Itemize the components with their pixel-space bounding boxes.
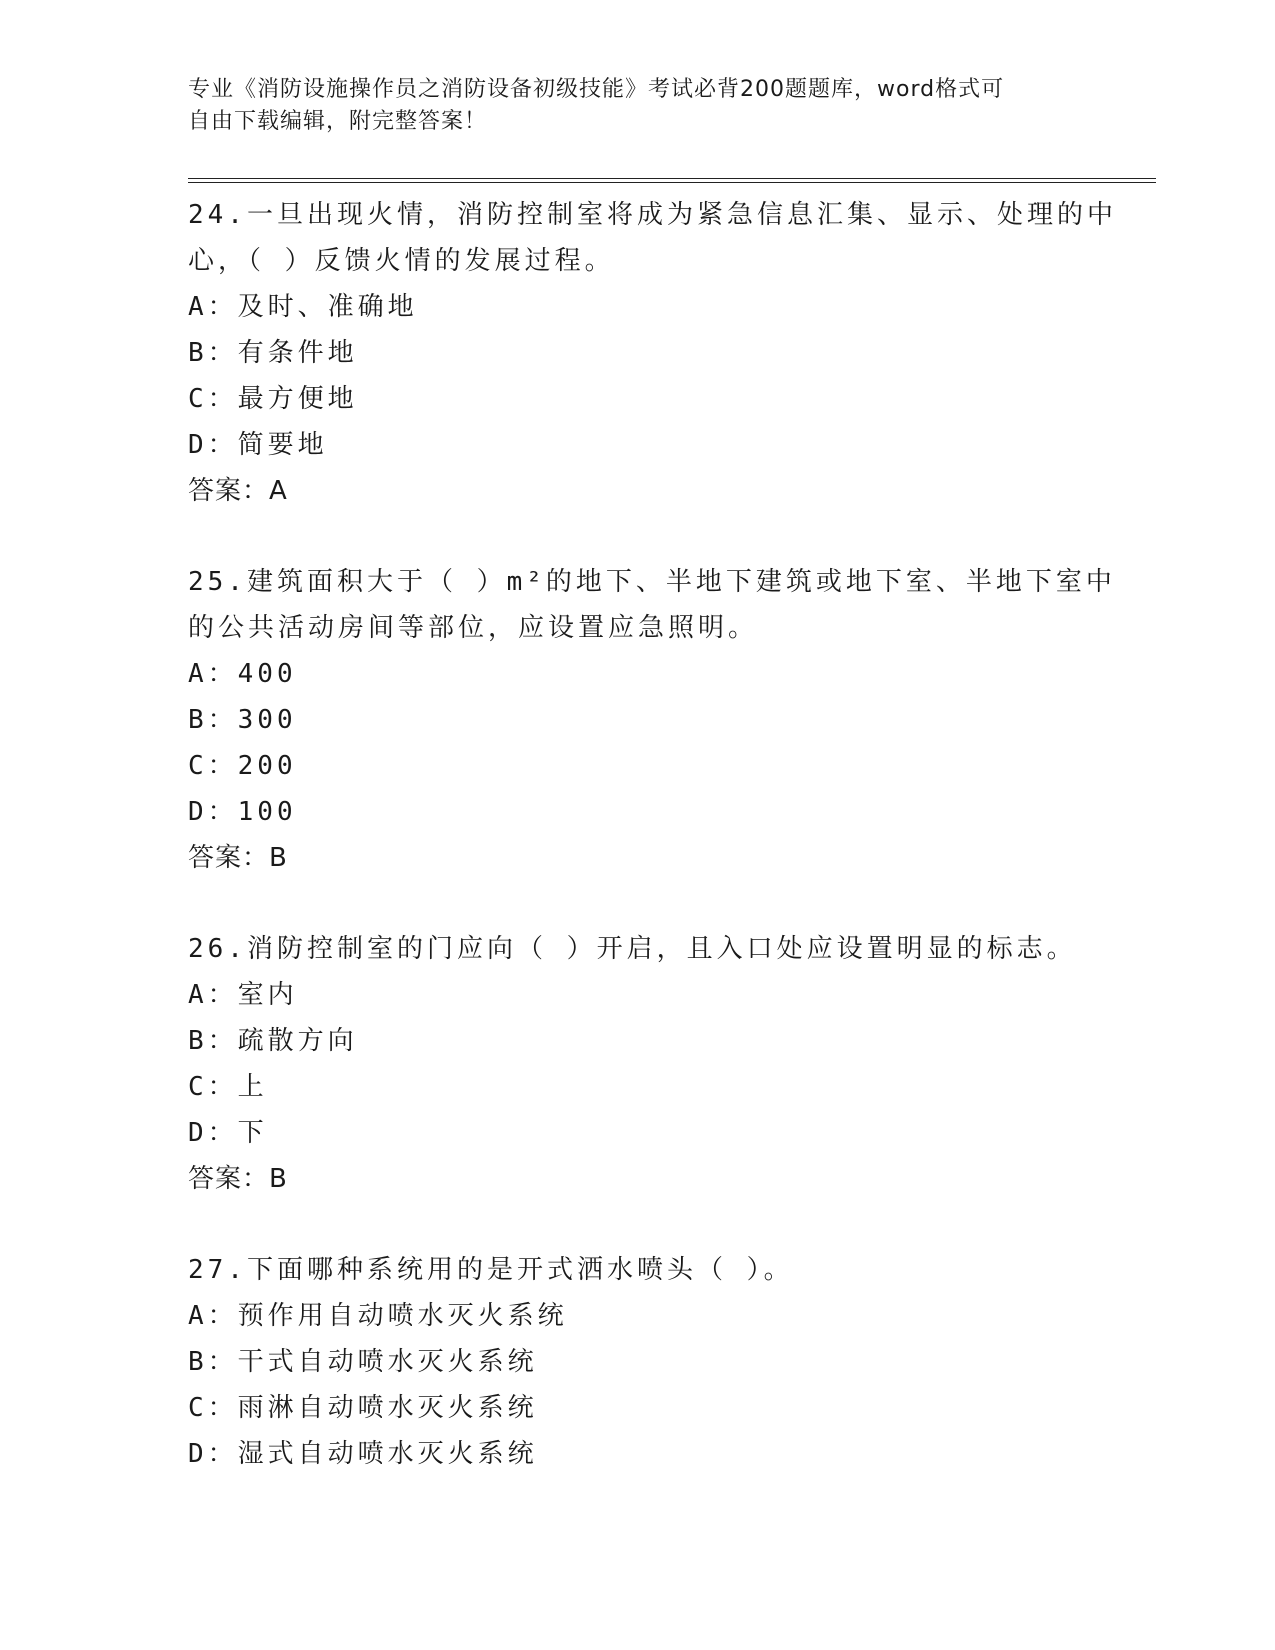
question-24 xyxy=(188,192,1117,514)
question-text: 27.下面哪种系统用的是开式洒水喷头（ ）。 xyxy=(188,1255,794,1285)
option-a: A：及时、准确地 xyxy=(188,292,418,322)
question-list xyxy=(188,192,1117,1477)
question-26 xyxy=(188,926,1088,1202)
answer: 答案：B xyxy=(188,843,288,873)
option-c: C：最方便地 xyxy=(188,384,358,414)
answer: 答案：B xyxy=(188,1164,288,1194)
option-d: D：下 xyxy=(188,1118,268,1148)
question-25 xyxy=(188,559,1116,881)
option-d: D：100 xyxy=(188,797,297,827)
question-text: 26.消防控制室的门应向（ ）开启，且入口处应设置明显的标志。 xyxy=(188,934,1077,964)
option-d: D：湿式自动喷水灭火系统 xyxy=(188,1439,538,1469)
option-a: A：400 xyxy=(188,659,297,689)
option-c: C：上 xyxy=(188,1072,268,1102)
answer: 答案：A xyxy=(188,476,288,506)
option-a: A：室内 xyxy=(188,980,298,1010)
question-27 xyxy=(188,1247,1088,1477)
header-line-1: 专业《消防设施操作员之消防设备初级技能》考试必背200题题库，word格式可 xyxy=(188,77,1005,102)
option-b: B：300 xyxy=(188,705,297,735)
question-text: 的公共活动房间等部位，应设置应急照明。 xyxy=(188,613,759,643)
question-text: 25.建筑面积大于（ ）m²的地下、半地下建筑或地下室、半地下室中 xyxy=(188,567,1116,597)
option-a: A：预作用自动喷水灭火系统 xyxy=(188,1301,568,1331)
option-c: C：200 xyxy=(188,751,297,781)
document-header xyxy=(188,74,1088,138)
question-text: 24.一旦出现火情，消防控制室将成为紧急信息汇集、显示、处理的中 xyxy=(188,200,1117,230)
option-b: B：有条件地 xyxy=(188,338,358,368)
option-c: C：雨淋自动喷水灭火系统 xyxy=(188,1393,538,1423)
option-d: D：简要地 xyxy=(188,430,328,460)
question-text: 心，（ ）反馈火情的发展过程。 xyxy=(188,246,615,276)
header-divider-bottom xyxy=(188,182,1156,183)
option-b: B：疏散方向 xyxy=(188,1026,358,1056)
header-divider-top xyxy=(188,178,1156,179)
option-b: B：干式自动喷水灭火系统 xyxy=(188,1347,538,1377)
header-line-2: 自由下载编辑，附完整答案！ xyxy=(188,109,488,134)
